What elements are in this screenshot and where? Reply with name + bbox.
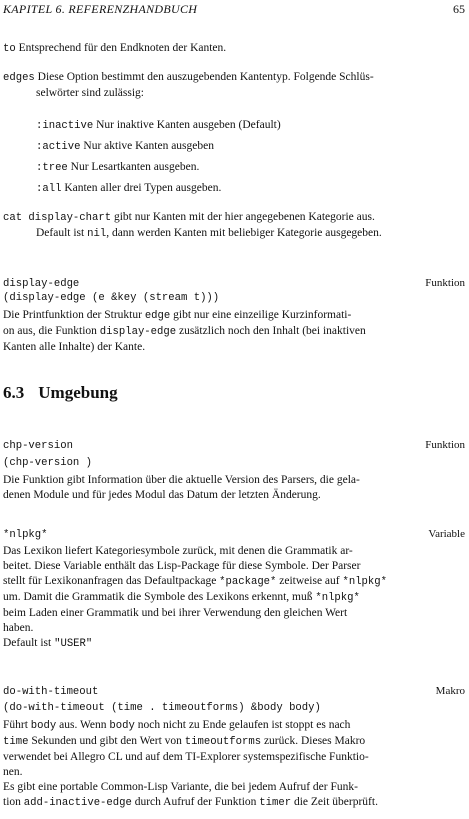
edges-suboption: :all Kanten aller drei Typen ausgeben.	[36, 182, 222, 195]
edges-option	[3, 70, 465, 101]
entry-kind: Variable	[428, 528, 465, 540]
entry-kind: Funktion	[425, 277, 465, 289]
to-option	[3, 41, 465, 57]
entry-name: chp-version	[3, 440, 73, 452]
chapter-title: KAPITEL 6. REFERENZHANDBUCH	[3, 2, 198, 16]
entry-description: Führt body aus. Wenn body noch nicht zu Ende gelaufen ist stoppt es nach time Sekunden und gibt den Wert von timeoutforms zurück. Dieses Makro verwendet bei Allegro CL und auf dem TI-Explorer systemspezifische Funktio- nen. Es gibt eine portable Common-Lisp Variante, die bei jedem Aufruf der Funk- tion add-inactive-edge durch Aufruf der Funktion timer die Zeit überprüft.	[3, 719, 378, 809]
entry-description: Die Printfunktion der Struktur edge gibt nur eine einzeilige Kurzinformati- on aus, die Funktion display-edge zusätzlich noch den Inhalt (bei inaktiven Kanten alle Inhalte) der Kante.	[3, 309, 366, 353]
edges-suboption: :active Nur aktive Kanten ausgeben	[36, 140, 214, 153]
entry-heading	[3, 438, 465, 454]
section-number: 6.3	[3, 383, 25, 402]
entry-kind: Makro	[435, 685, 465, 697]
edges-suboption: :tree Nur Lesartkanten ausgeben.	[36, 161, 200, 174]
option-key: edges	[3, 72, 35, 84]
section-title: Umgebung	[38, 383, 118, 402]
option-text: Entsprechend für den Endknoten der Kanten.	[15, 42, 227, 54]
entry-signature: (do-with-timeout (time . timeoutforms) &body body)	[3, 702, 321, 714]
entry-heading	[3, 276, 465, 292]
entry-description: Das Lexikon liefert Kategoriesymbole zurück, mit denen die Grammatik ar- beitet. Diese Variable enthält das Lisp-Package für diese Symbole. Der Parser stellt für Lexikonanfragen das Defaultpackage *package* zeitweise auf *nlpkg* um. Damit die Grammatik die Symbole des Lexikons erkennt, muß *nlpkg* beim Laden einer Grammatik und bei ihrer Verwendung den gleichen Wert haben. Default ist "USER"	[3, 545, 387, 650]
cat-option: cat display-chart gibt nur Kanten mit der hier angegebenen Kategorie aus. Default ist nil, dann werden Kanten mit beliebiger Kategorie ausgegeben.	[3, 211, 382, 240]
entry-name: *nlpkg*	[3, 529, 48, 541]
entry-description: Die Funktion gibt Information über die aktuelle Version des Parsers, die gela- denen Module und für jedes Modul das Datum der letzten Änderung.	[3, 474, 360, 501]
entry-signature: (display-edge (e &key (stream t)))	[3, 292, 220, 304]
entry-signature: (chp-version )	[3, 457, 93, 469]
option-key: to	[3, 43, 16, 55]
section-heading	[3, 385, 118, 400]
entry-kind: Funktion	[425, 439, 465, 451]
entry-heading	[3, 527, 465, 543]
page-number: 65	[453, 2, 465, 16]
entry-name: do-with-timeout	[3, 686, 99, 698]
edges-suboption: :inactive Nur inaktive Kanten ausgeben (Default)	[36, 119, 281, 132]
option-text-cont: selwörter sind zulässig:	[36, 87, 144, 99]
entry-heading	[3, 684, 465, 700]
entry-name: display-edge	[3, 278, 80, 290]
option-key: cat display-chart	[3, 212, 112, 224]
option-text: Diese Option bestimmt den auszugebenden Kantentyp. Folgende Schlüs-	[34, 71, 374, 83]
page-header	[3, 2, 465, 18]
